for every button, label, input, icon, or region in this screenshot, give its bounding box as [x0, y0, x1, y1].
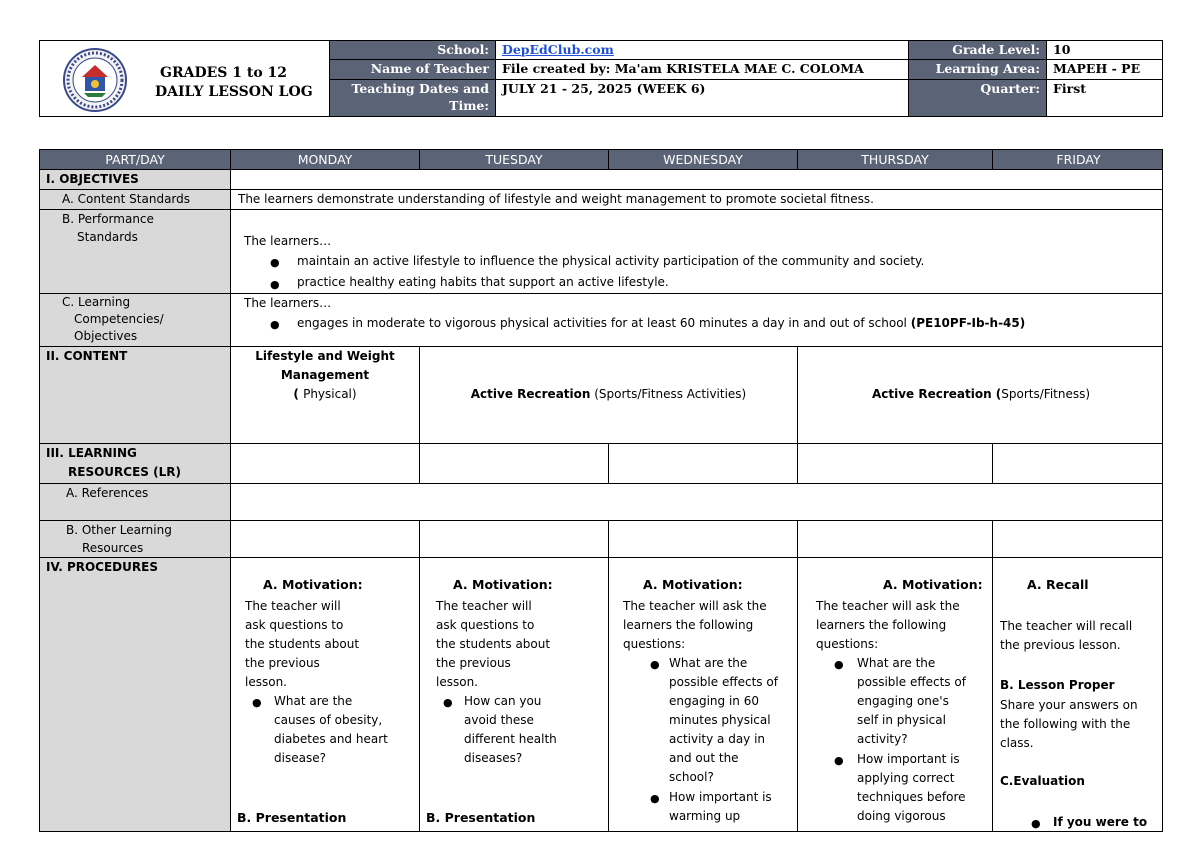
content-heading: II. CONTENT	[40, 347, 231, 444]
mon-line-2: ask questions to	[245, 618, 344, 632]
bullet-dot-icon: ●	[270, 318, 280, 331]
wed-b1-7: school?	[669, 770, 714, 784]
thu-motivation-title: A. Motivation:	[883, 577, 983, 592]
olr-thursday	[798, 521, 993, 558]
dates-label	[330, 80, 496, 116]
content-mon-line-3	[231, 385, 419, 404]
resources-heading-1: III. LEARNING	[46, 446, 137, 460]
mon-line-5: lesson.	[245, 675, 287, 689]
bullet-dot-icon: ●	[270, 256, 280, 269]
col-header-wednesday: WEDNESDAY	[609, 150, 798, 170]
wed-b1-5: activity a day in	[669, 732, 766, 746]
thu-line-2: learners the following	[816, 618, 947, 632]
fri-eval-bullet: If you were to	[1053, 815, 1148, 829]
other-resources-2: Resources	[82, 541, 144, 555]
mon-presentation: B. Presentation	[237, 810, 347, 825]
col-header-partday: PART/DAY	[40, 150, 231, 170]
perf-item-1: maintain an active lifestyle to influence the physical activity participation of the community and society.	[297, 254, 925, 268]
tue-motivation-title: A. Motivation:	[453, 577, 553, 592]
grade-value: 10	[1047, 41, 1162, 60]
thu-b1-3: engaging one's	[857, 694, 949, 708]
comp-item	[297, 314, 1025, 333]
references-label: A. References	[40, 484, 231, 521]
teacher-value: File created by: Ma'am KRISTELA MAE C. COLOMA	[496, 60, 909, 80]
bullet-dot-icon: ●	[252, 696, 262, 709]
perf-label-line-2: Standards	[77, 230, 138, 244]
thu-b1-5: activity?	[857, 732, 908, 746]
bullet-dot-icon: ●	[1031, 817, 1041, 830]
lr-wednesday	[609, 444, 798, 484]
mon-bullet-2: causes of obesity,	[274, 713, 383, 727]
tue-line-3: the students about	[436, 637, 551, 651]
thu-b2-1: How important is	[857, 752, 960, 766]
bullet-dot-icon: ●	[834, 658, 844, 671]
competencies-label	[40, 294, 231, 347]
mon-bullet-3: diabetes and heart	[274, 732, 388, 746]
content-standards-text: The learners demonstrate understanding of lifestyle and weight management to promote societal fitness.	[231, 190, 1163, 210]
thu-b1-1: What are the	[857, 656, 936, 670]
tue-line-5: lesson.	[436, 675, 478, 689]
bullet-dot-icon: ●	[650, 792, 660, 805]
dates-value: JULY 21 - 25, 2025 (WEEK 6)	[496, 80, 909, 116]
col-header-friday: FRIDAY	[993, 150, 1163, 170]
mon-bullet-4: disease?	[274, 751, 326, 765]
grade-label: Grade Level:	[909, 41, 1047, 60]
mon-line-1: The teacher will	[245, 599, 341, 613]
tue-line-4: the previous	[436, 656, 511, 670]
content-mon-line-2: Management	[280, 368, 370, 382]
comp-label-line-2: Competencies/	[74, 312, 164, 326]
olr-friday	[993, 521, 1163, 558]
fri-lp-1: Share your answers on	[1000, 698, 1138, 712]
content-tue-wed	[420, 347, 798, 444]
resources-heading	[40, 444, 231, 484]
school-label: School:	[330, 41, 496, 60]
tue-line-1: The teacher will	[436, 599, 532, 613]
col-header-tuesday: TUESDAY	[420, 150, 609, 170]
mon-motivation-title: A. Motivation:	[263, 577, 363, 592]
procedures-monday	[231, 558, 420, 832]
title-line-2: DAILY LESSON LOG	[155, 84, 313, 100]
dates-label-line-2: Time:	[449, 98, 489, 113]
fri-recall-1: The teacher will recall	[1000, 619, 1133, 633]
thu-b1-4: self in physical	[857, 713, 946, 727]
fri-recall-2: the previous lesson.	[1000, 638, 1121, 652]
tue-line-2: ask questions to	[436, 618, 535, 632]
objectives-heading: I. OBJECTIVES	[40, 170, 231, 190]
thu-b2-2: applying correct	[857, 771, 955, 785]
fri-evaluation: C.Evaluation	[1000, 774, 1085, 788]
col-header-thursday: THURSDAY	[798, 150, 993, 170]
comp-label-line-1: C. Learning	[62, 295, 131, 309]
school-value[interactable]	[496, 41, 909, 60]
performance-standards-label	[40, 210, 231, 294]
lr-thursday	[798, 444, 993, 484]
procedures-wednesday	[609, 558, 798, 832]
header-title-cell	[40, 41, 330, 116]
tue-bullet-1: How can you	[464, 694, 542, 708]
objectives-blank	[231, 170, 1163, 190]
comp-code: (PE10PF-Ib-h-45)	[910, 316, 1026, 330]
bullet-dot-icon: ●	[650, 658, 660, 671]
wed-b1-4: minutes physical	[669, 713, 771, 727]
content-standards-label: A. Content Standards	[40, 190, 231, 210]
comp-intro: The learners…	[244, 296, 332, 310]
lr-tuesday	[420, 444, 609, 484]
mon-line-3: the students about	[245, 637, 360, 651]
content-monday	[231, 347, 420, 444]
tue-bullet-3: different health	[464, 732, 557, 746]
wed-b2-2: warming up	[669, 809, 741, 823]
wed-line-3: questions:	[623, 637, 686, 651]
fri-recall-title: A. Recall	[1027, 577, 1089, 592]
fri-lp-3: class.	[1000, 736, 1034, 750]
content-thf-rest: Sports/Fitness)	[1001, 387, 1091, 401]
bullet-dot-icon: ●	[834, 754, 844, 767]
mon-line-4: the previous	[245, 656, 320, 670]
area-label: Learning Area:	[909, 60, 1047, 80]
bullet-dot-icon: ●	[443, 696, 453, 709]
lesson-log-table	[39, 149, 1163, 832]
perf-label-line-1: B. Performance	[62, 212, 154, 226]
content-mon-physical: Physical)	[303, 387, 357, 401]
other-resources-label	[40, 521, 231, 558]
procedures-tuesday	[420, 558, 609, 832]
olr-wednesday	[609, 521, 798, 558]
wed-b2-1: How important is	[669, 790, 772, 804]
thu-b2-4: doing vigorous	[857, 809, 946, 823]
thu-line-3: questions:	[816, 637, 879, 651]
mon-bullet-1: What are the	[274, 694, 353, 708]
procedures-thursday	[798, 558, 993, 832]
content-mon-paren: (	[293, 387, 304, 401]
dates-label-line-1: Teaching Dates and	[351, 81, 489, 96]
content-thu-fri	[798, 347, 1163, 444]
content-mon-line-1: Lifestyle and Weight	[255, 349, 395, 363]
references-cell	[231, 484, 1163, 521]
procedures-heading: IV. PROCEDURES	[40, 558, 231, 832]
comp-label-line-3: Objectives	[74, 329, 138, 343]
tue-bullet-4: diseases?	[464, 751, 523, 765]
header-table	[39, 40, 1163, 117]
wed-line-1: The teacher will ask the	[623, 599, 767, 613]
thu-b1-2: possible effects of	[857, 675, 966, 689]
olr-monday	[231, 521, 420, 558]
perf-intro: The learners…	[244, 234, 332, 248]
olr-tuesday	[420, 521, 609, 558]
wed-line-2: learners the following	[623, 618, 754, 632]
bullet-dot-icon: ●	[270, 278, 280, 291]
content-tw-rest: (Sports/Fitness Activities)	[590, 387, 747, 401]
procedures-friday	[993, 558, 1163, 832]
performance-standards-cell	[231, 210, 1163, 294]
area-value: MAPEH - PE	[1047, 60, 1162, 80]
school-link[interactable]: DepEdClub.com	[502, 42, 614, 57]
col-header-monday: MONDAY	[231, 150, 420, 170]
other-resources-1: B. Other Learning	[66, 523, 172, 537]
competencies-cell	[231, 294, 1163, 347]
wed-b1-2: possible effects of	[669, 675, 778, 689]
lr-friday	[993, 444, 1163, 484]
fri-lesson-proper: B. Lesson Proper	[1000, 678, 1115, 692]
quarter-value: First	[1047, 80, 1162, 116]
deped-seal-icon	[62, 47, 128, 113]
teacher-label: Name of Teacher	[330, 60, 496, 80]
content-tw-bold: Active Recreation	[470, 387, 591, 401]
wed-b1-3: engaging in 60	[669, 694, 759, 708]
title-line-1: GRADES 1 to 12	[160, 65, 288, 81]
fri-lp-2: the following with the	[1000, 717, 1131, 731]
content-thf-bold: Active Recreation (	[871, 387, 1002, 401]
resources-heading-2: RESOURCES (LR)	[68, 465, 181, 479]
tue-bullet-2: avoid these	[464, 713, 534, 727]
wed-b1-6: and out the	[669, 751, 739, 765]
comp-item-text: engages in moderate to vigorous physical activities for at least 60 minutes a day in and out of school	[297, 316, 907, 330]
wed-motivation-title: A. Motivation:	[643, 577, 743, 592]
wed-b1-1: What are the	[669, 656, 748, 670]
tue-presentation: B. Presentation	[426, 810, 536, 825]
perf-item-2: practice healthy eating habits that support an active lifestyle.	[297, 275, 669, 289]
quarter-label: Quarter:	[909, 80, 1047, 116]
thu-line-1: The teacher will ask the	[816, 599, 960, 613]
lr-monday	[231, 444, 420, 484]
thu-b2-3: techniques before	[857, 790, 966, 804]
